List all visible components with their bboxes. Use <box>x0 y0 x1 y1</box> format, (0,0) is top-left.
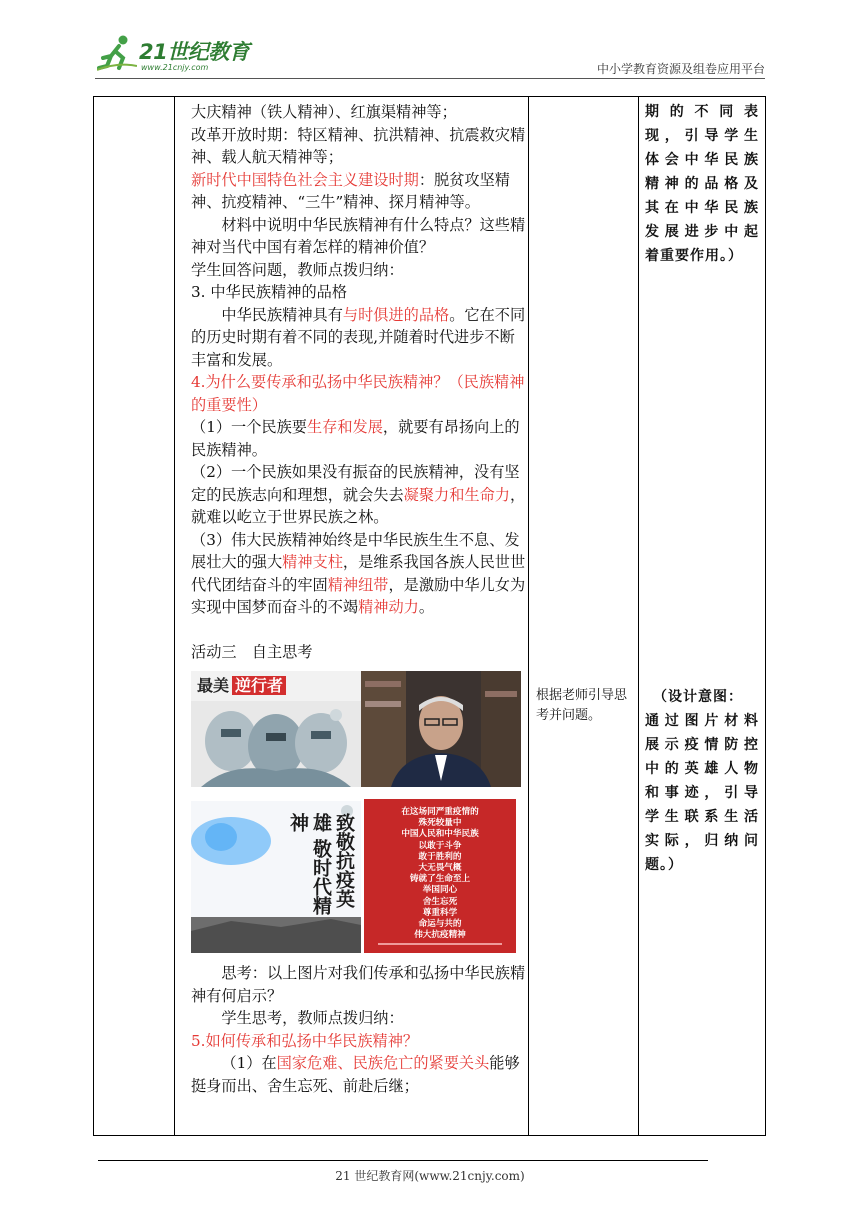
runner-logo-icon <box>97 34 137 72</box>
paragraph: 学生思考，教师点拨归纳： <box>221 1009 404 1027</box>
highlight-text: 精神纽带 <box>327 575 389 594</box>
activity-title: 活动三 自主思考 <box>191 642 313 661</box>
student-activity: 根据老师引导思考并问题。 <box>536 688 628 723</box>
highlight-text: 凝聚力和生命力 <box>403 485 510 504</box>
highlight-text: 国家危难、民族危亡的紧要关头 <box>276 1054 490 1072</box>
image-collage <box>191 671 528 958</box>
paragraph: （1）在国家危难、民族危亡的紧要关头能够挺身而出、舍生忘死、前赴后继； <box>191 1054 520 1095</box>
paragraph: （1）一个民族要生存和发展，就要有昂扬向上的民族精神。 <box>191 418 520 459</box>
column-divider <box>638 97 639 1135</box>
footer-link[interactable]: 21 世纪教育网(www.21cnjy.com) <box>335 1169 525 1183</box>
paragraph: 大庆精神（铁人精神）、红旗渠精神等； <box>191 103 457 121</box>
highlight-text: 生存和发展 <box>306 418 383 436</box>
site-logo[interactable] <box>95 30 265 78</box>
column-divider <box>174 97 175 1135</box>
paragraph: 中华民族精神具有与时俱进的品格。它在不同的历史时期有着不同的表现,并随着时代进步不断丰富和发展。 <box>191 305 526 369</box>
image-tribute <box>191 801 361 953</box>
highlight-text: 与时俱进的品格 <box>342 305 450 324</box>
spirit-poster-text: 在这场同严重疫情的 殊死较量中 中国人民和中华民族 以敢于斗争 敢于胜利的 大无畏气概 铸就了生命至上 举国同心 舍生忘死 尊重科学 命运与共的 伟大抗疫精神 <box>401 807 479 941</box>
highlight-text: 精神动力 <box>358 598 419 616</box>
page-header <box>95 30 765 78</box>
image-retrograders <box>191 671 361 787</box>
section-heading: 3. 中华民族精神的品格 <box>191 283 348 301</box>
platform-name: 中小学教育资源及组卷应用平台 <box>596 62 765 76</box>
image-anti-epidemic-spirit <box>364 799 516 953</box>
paragraph: 新时代中国特色社会主义建设时期：脱贫攻坚精神、抗疫精神、“三牛”精神、探月精神等。 <box>191 170 510 211</box>
paragraph: （3）伟大民族精神始终是中华民族生生不息、发展壮大的强大精神支柱，是维系我国各族人民世世代代团结奋斗的牢固精神纽带，是激励中华儿女为实现中国梦而奋斗的不竭精神动力。 <box>191 530 526 616</box>
paragraph: 学生回答问题，教师点拨归纳： <box>191 260 404 279</box>
section-heading: 5.如何传承和弘扬中华民族精神？ <box>191 1031 419 1050</box>
highlight-text: 精神支柱 <box>282 553 343 571</box>
medical-workers-illustration <box>191 701 361 787</box>
section-heading: 4.为什么要传承和弘扬中华民族精神？（民族精神的重要性） <box>191 373 525 414</box>
question-paragraph: 思考：以上图片对我们传承和弘扬中华民族精神有何启示？ <box>191 964 526 1005</box>
footer-divider <box>98 1160 708 1161</box>
teaching-content <box>191 101 528 1097</box>
question-paragraph: 材料中说明中华民族精神有什么特点？这些精神对当代中国有着怎样的精神价值？ <box>191 215 526 256</box>
column-divider <box>528 97 529 1135</box>
highlight-text: 新时代中国特色社会主义建设时期 <box>191 170 419 189</box>
header-divider <box>95 78 765 79</box>
tribute-calligraphy: 致敬抗疫英雄 敬时代精神 <box>287 813 355 915</box>
portrait-photo <box>361 671 521 787</box>
paragraph: （2）一个民族如果没有振奋的民族精神，没有坚定的民族志向和理想，就会失去凝聚力和生命力，就难以屹立于世界民族之林。 <box>191 463 526 526</box>
logo-url: www.21cnjy.com <box>141 63 209 72</box>
poster-caption-line <box>378 943 502 945</box>
logo-text: 21世纪教育 <box>139 40 250 64</box>
image-title: 最美 逆行者 <box>197 675 286 698</box>
paragraph: 改革开放时期：特区精神、抗洪精神、抗震救灾精神、载人航天精神等； <box>191 125 526 166</box>
image-portrait <box>361 671 521 787</box>
